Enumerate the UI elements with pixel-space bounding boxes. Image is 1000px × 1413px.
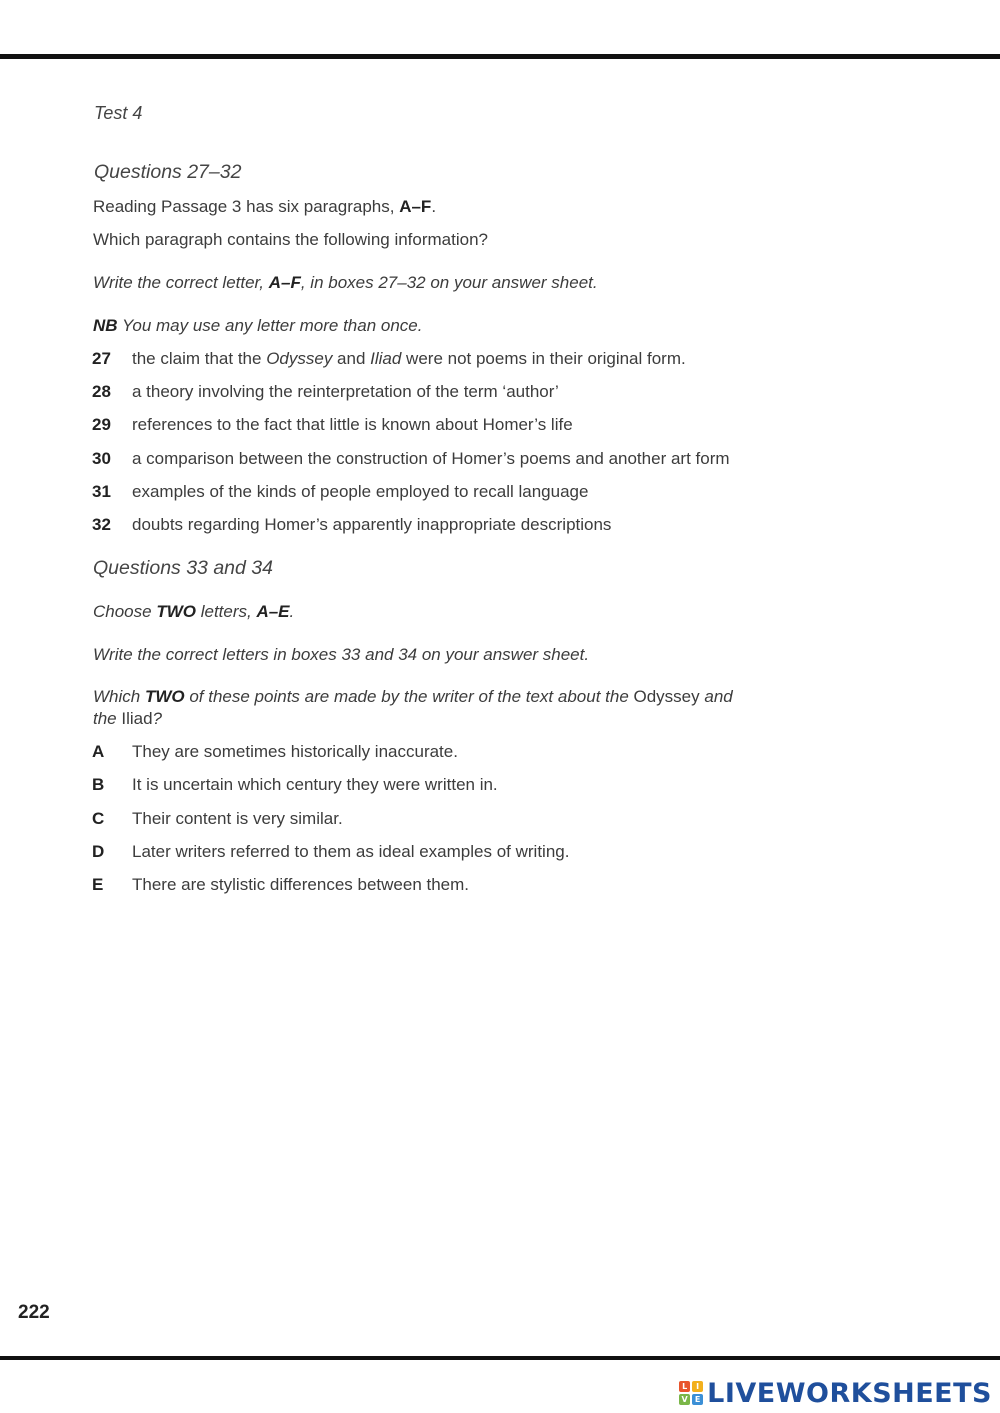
option-e <box>92 875 469 895</box>
question-number: 30 <box>92 449 111 468</box>
prompt-text: the <box>93 709 122 728</box>
question-number: 32 <box>92 515 111 534</box>
option-letter: E <box>92 875 104 894</box>
question-text: references to the fact that little is known about Homer’s life <box>132 415 573 434</box>
question-30 <box>92 449 730 469</box>
prompt-iliad: Iliad <box>121 709 153 728</box>
prompt-text: and <box>699 687 733 706</box>
page-number: 222 <box>18 1302 50 1323</box>
logo-tile-e: E <box>692 1394 703 1405</box>
choose-text: Choose <box>93 602 157 621</box>
prompt-end: ? <box>152 709 163 728</box>
logo-tile-v: V <box>679 1394 690 1405</box>
question-text-part: the claim that the <box>132 349 267 368</box>
prompt-odyssey: Odyssey <box>633 687 700 706</box>
intro-range: A–F <box>399 197 432 216</box>
question-number: 28 <box>92 382 111 401</box>
question-text-part: were not poems in their original form. <box>401 349 686 368</box>
question-number: 27 <box>92 349 111 368</box>
question-number: 31 <box>92 482 111 501</box>
question-text: examples of the kinds of people employed to recall language <box>132 482 589 501</box>
prompt-count: TWO <box>144 687 185 706</box>
nb-label: NB <box>93 316 118 335</box>
question-32 <box>92 515 611 535</box>
test-label: Test 4 <box>94 103 143 123</box>
liveworksheets-brand <box>679 1376 992 1410</box>
section2-prompt-line2 <box>93 709 162 729</box>
section-heading-27-32: Questions 27–32 <box>94 161 242 183</box>
option-text: They are sometimes historically inaccurate. <box>132 742 458 761</box>
choose-text: letters, <box>195 602 257 621</box>
option-letter: B <box>92 775 105 794</box>
section2-choose <box>93 602 294 622</box>
prompt-text: of these points are made by the writer of the text about the <box>184 687 634 706</box>
liveworksheets-logo-icon <box>679 1381 703 1405</box>
option-letter: C <box>92 809 105 828</box>
question-text-iliad: Iliad <box>370 349 402 368</box>
top-rule <box>0 54 1000 59</box>
option-c <box>92 809 343 829</box>
section2-prompt-line1 <box>93 687 733 707</box>
question-27 <box>92 349 686 369</box>
choose-range: A–E <box>256 602 290 621</box>
brand-text: LIVEWORKSHEETS <box>707 1377 992 1409</box>
logo-tile-i: I <box>692 1381 703 1392</box>
question-text-part: and <box>332 349 371 368</box>
instruction-end: , in boxes 27–32 on your answer sheet. <box>300 273 598 292</box>
question-31 <box>92 482 588 502</box>
section-heading-33-34: Questions 33 and 34 <box>93 557 273 579</box>
option-letter: D <box>92 842 105 861</box>
choose-end: . <box>289 602 295 621</box>
option-d <box>92 842 569 862</box>
section1-nb <box>93 316 422 336</box>
question-text: a theory involving the reinterpretation of the term ‘author’ <box>132 382 559 401</box>
question-28 <box>92 382 559 402</box>
bottom-rule <box>0 1356 1000 1360</box>
option-text: Later writers referred to them as ideal examples of writing. <box>132 842 570 861</box>
logo-tile-l: L <box>679 1381 690 1392</box>
question-text: a comparison between the construction of Homer’s poems and another art form <box>132 449 730 468</box>
option-letter: A <box>92 742 105 761</box>
question-number: 29 <box>92 415 111 434</box>
section1-question: Which paragraph contains the following information? <box>93 230 489 249</box>
option-b <box>92 775 498 795</box>
choose-count: TWO <box>156 602 196 621</box>
question-text: doubts regarding Homer’s apparently inappropriate descriptions <box>132 515 612 534</box>
option-a <box>92 742 458 762</box>
prompt-text: Which <box>93 687 145 706</box>
question-text-odyssey: Odyssey <box>266 349 333 368</box>
section1-instruction <box>93 273 598 293</box>
option-text: It is uncertain which century they were written in. <box>132 775 498 794</box>
instruction-range: A–F <box>268 273 301 292</box>
intro-text: Reading Passage 3 has six paragraphs, <box>93 197 400 216</box>
question-29 <box>92 415 573 435</box>
option-text: There are stylistic differences between them. <box>132 875 470 894</box>
instruction-text: Write the correct letter, <box>93 273 269 292</box>
section2-instruction: Write the correct letters in boxes 33 and 34 on your answer sheet. <box>93 645 590 664</box>
option-text: Their content is very similar. <box>132 809 343 828</box>
intro-end: . <box>431 197 437 216</box>
section1-intro <box>93 197 436 217</box>
nb-text: You may use any letter more than once. <box>117 316 423 335</box>
